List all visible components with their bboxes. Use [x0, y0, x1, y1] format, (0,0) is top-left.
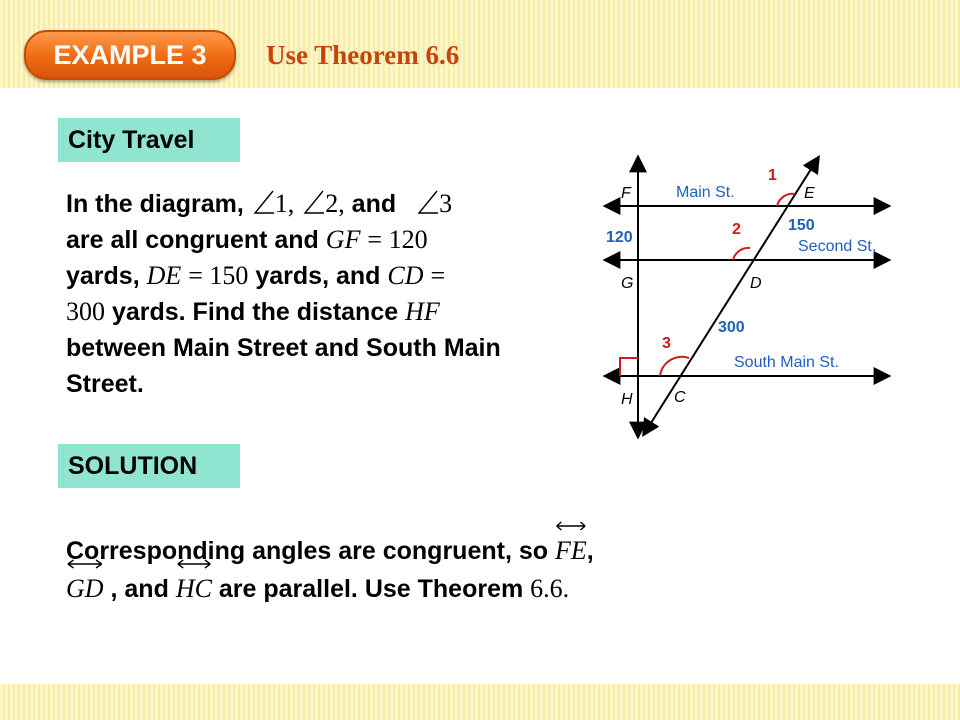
right-angle-marker	[620, 358, 638, 376]
angle-2-arc	[733, 248, 750, 260]
example-title: Use Theorem 6.6	[266, 40, 460, 70]
solution-text-1: Corresponding angles are congruent, so	[66, 537, 549, 565]
solution-label: SOLUTION	[58, 444, 240, 488]
problem-text-1: In the diagram,	[66, 190, 244, 218]
point-f-label: F	[621, 185, 631, 202]
point-c-label: C	[674, 389, 686, 406]
solution-comma: ,	[586, 537, 594, 565]
angle-3-label: 3	[662, 335, 671, 352]
hf-label: HF	[405, 297, 440, 326]
cd-value: 300	[66, 297, 105, 326]
point-g-label: G	[621, 275, 634, 292]
angle-3-arc	[660, 357, 689, 376]
south-main-street-label: South Main St.	[734, 354, 839, 371]
problem-text-3: yards,	[66, 262, 140, 290]
solution-text-3: are parallel. Use Theorem	[218, 575, 524, 603]
problem-text-5: yards. Find the distance	[111, 298, 399, 326]
line-gd: GD	[66, 570, 104, 608]
angle-symbol-icon	[253, 189, 275, 215]
problem-text-6: between Main Street and South Main Street.	[66, 334, 501, 398]
line-fe: FE	[555, 532, 587, 570]
problem-and: and	[351, 190, 397, 218]
second-street-label: Second St.	[798, 238, 877, 255]
solution-text	[66, 532, 926, 608]
solution-and: , and	[110, 575, 169, 603]
gf-value: = 120	[367, 225, 428, 254]
problem-text	[66, 186, 546, 402]
length-gf-label: 120	[606, 229, 633, 246]
line-hc: HC	[176, 570, 212, 608]
street-diagram	[592, 150, 912, 442]
bottom-decorative-band	[0, 684, 960, 720]
example-badge: EXAMPLE 3	[24, 30, 236, 80]
cd-equals: =	[430, 261, 446, 290]
angle-2-label: 2	[732, 221, 741, 238]
gf-label: GF	[325, 225, 361, 254]
point-h-label: H	[621, 391, 633, 408]
double-arrow-icon	[66, 558, 104, 570]
angle-1-label: 1	[768, 167, 777, 184]
angle-symbol-icon	[303, 189, 325, 215]
de-value: = 150	[188, 261, 249, 290]
de-label: DE	[146, 261, 182, 290]
point-d-label: D	[750, 275, 762, 292]
angle-3-ref: 3	[439, 189, 453, 218]
angle-2-ref: 2,	[325, 189, 345, 218]
angle-symbol-icon	[417, 189, 439, 215]
city-travel-label: City Travel	[58, 118, 240, 162]
problem-text-2: are all congruent and	[66, 226, 319, 254]
problem-text-4: yards, and	[255, 262, 381, 290]
double-arrow-icon	[555, 520, 587, 532]
cd-label: CD	[387, 261, 424, 290]
angle-1-ref: 1,	[274, 189, 295, 218]
point-e-label: E	[804, 185, 815, 202]
theorem-number: 6.6.	[530, 574, 570, 603]
length-cd-label: 300	[718, 319, 745, 336]
double-arrow-icon	[176, 558, 212, 570]
main-street-label: Main St.	[676, 184, 735, 201]
length-de-label: 150	[788, 217, 815, 234]
